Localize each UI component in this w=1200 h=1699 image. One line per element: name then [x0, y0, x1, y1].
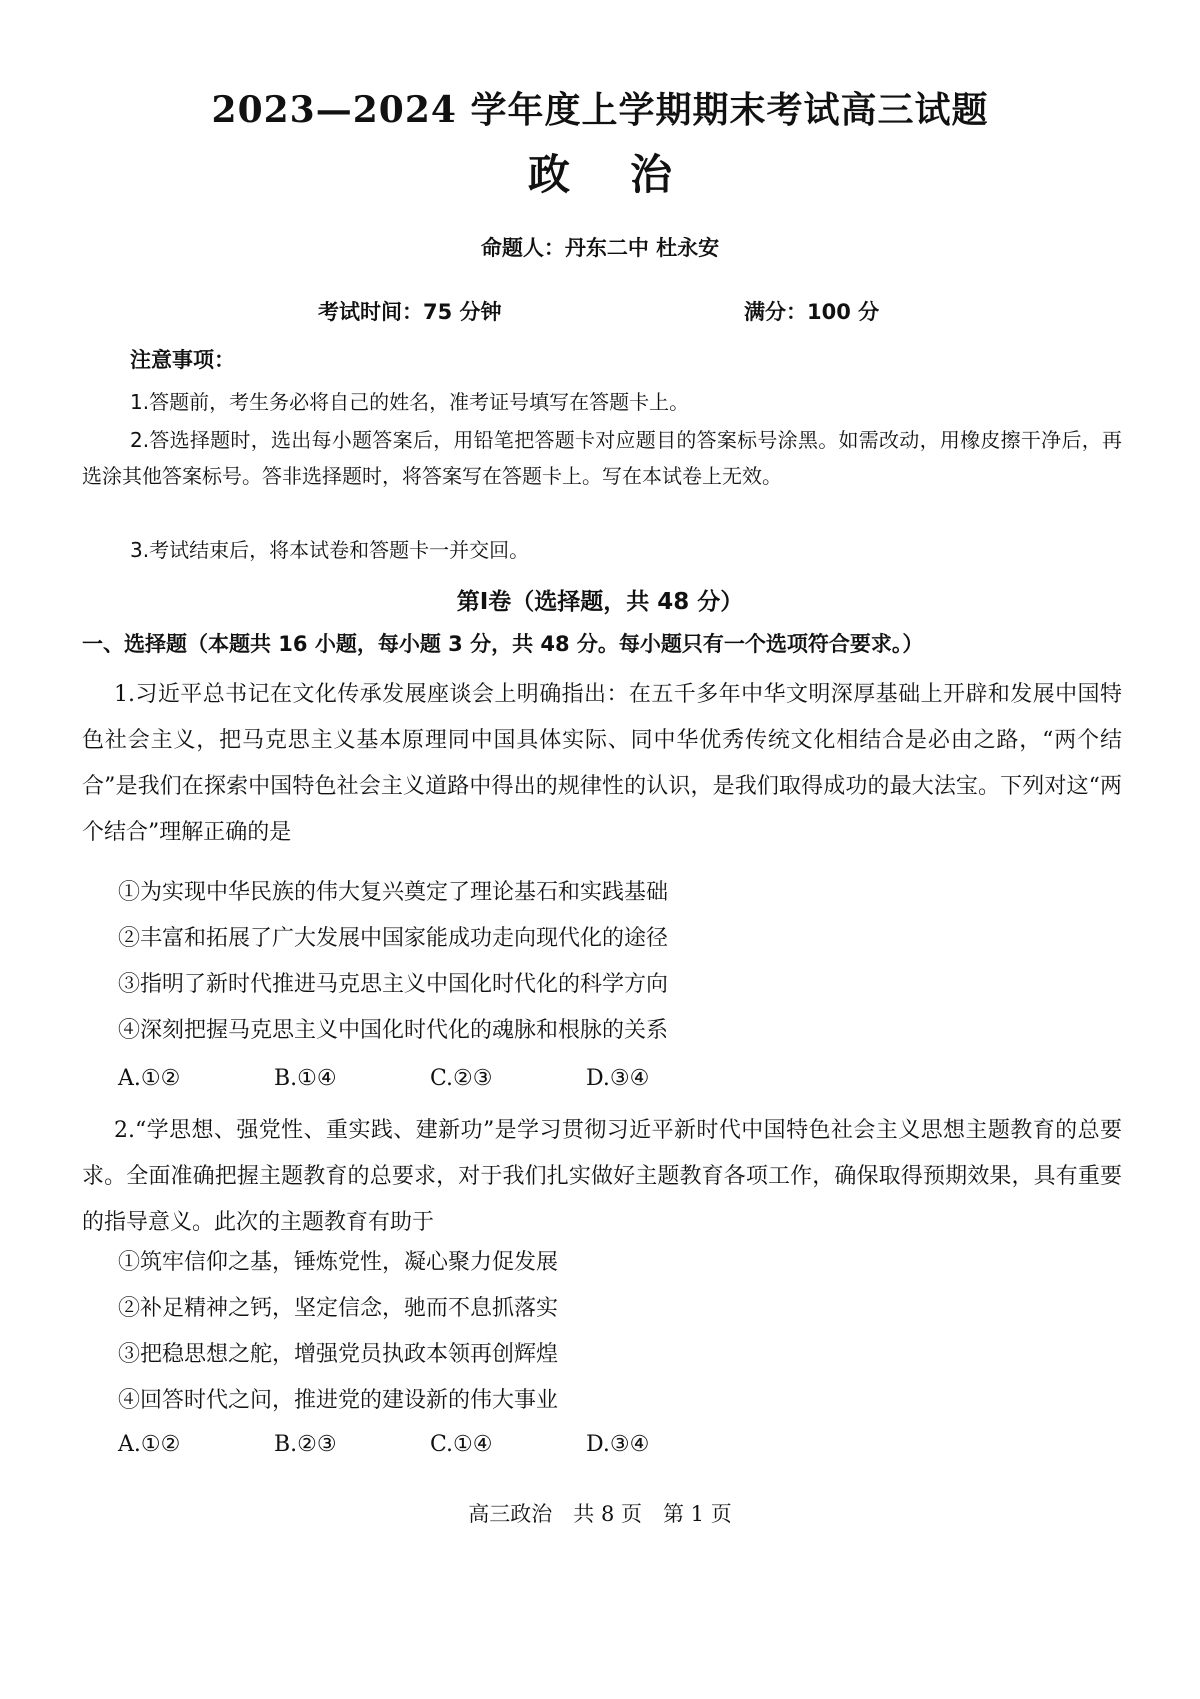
page-footer: 高三政治 共 8 页 第 1 页	[468, 1502, 732, 1526]
question-2-option: ④回答时代之问，推进党的建设新的伟大事业	[118, 1388, 559, 1413]
question-2-stem: 2.“学思想、强党性、重实践、建新功”是学习贯彻习近平新时代中国特色社会主义思想主题教育的总要求。全面准确把握主题教育的总要求，对于我们扎实做好主题教育各项工作，确保取得预期效果，具有重要的指导意义。此次的主题教育有助于	[82, 1118, 1122, 1235]
section-heading: 一、选择题（本题共 16 小题，每小题 3 分，共 48 分。每小题只有一个选项符合要求。）	[82, 632, 924, 656]
subject-title: 政治	[527, 150, 732, 199]
question-1-option: ①为实现中华民族的伟大复兴奠定了理论基石和实践基础	[118, 880, 669, 905]
question-1-option: ④深刻把握马克思主义中国化时代化的魂脉和根脉的关系	[118, 1018, 669, 1043]
question-2-choices	[118, 1432, 742, 1457]
choice-b: B.②③	[274, 1432, 337, 1457]
choice-d: D.③④	[586, 1066, 650, 1091]
note-item: 2.答选择题时，选出每小题答案后，用铅笔把答题卡对应题目的答案标号涂黑。如需改动，用橡皮擦干净后，再选涂其他答案标号。答非选择题时，将答案写在答题卡上。写在本试卷上无效。	[82, 428, 1122, 488]
choice-c: C.②③	[430, 1066, 493, 1091]
question-2-option: ①筑牢信仰之基，锤炼党性，凝心聚力促发展	[118, 1250, 559, 1275]
note-item: 3.考试结束后，将本试卷和答题卡一并交回。	[130, 538, 530, 562]
choice-c: C.①④	[430, 1432, 493, 1457]
exam-title: 2023—2024 学年度上学期期末考试高三试题	[211, 89, 989, 131]
notes-heading: 注意事项：	[130, 348, 235, 372]
choice-b: B.①④	[274, 1066, 337, 1091]
question-1-stem: 1.习近平总书记在文化传承发展座谈会上明确指出：在五千多年中华文明深厚基础上开辟和发展中国特色社会主义，把马克思主义基本原理同中国具体实际、同中华优秀传统文化相结合是必由之路，“两个结合”是我们在探索中国特色社会主义道路中得出的规律性的认识，是我们取得成功的最大法宝。下列对这“两个结合”理解正确的是	[82, 682, 1122, 845]
exam-time: 考试时间：75 分钟	[318, 300, 502, 324]
author-line: 命题人：丹东二中 杜永安	[480, 236, 720, 260]
note-item: 1.答题前，考生务必将自己的姓名，准考证号填写在答题卡上。	[130, 390, 690, 414]
part-heading: 第Ⅰ卷（选择题，共 48 分）	[456, 589, 744, 615]
question-1-choices	[118, 1066, 742, 1091]
question-1-option: ②丰富和拓展了广大发展中国家能成功走向现代化的途径	[118, 926, 669, 951]
question-2-option: ②补足精神之钙，坚定信念，驰而不息抓落实	[118, 1296, 559, 1321]
question-2-option: ③把稳思想之舵，增强党员执政本领再创辉煌	[118, 1342, 559, 1367]
question-1-option: ③指明了新时代推进马克思主义中国化时代化的科学方向	[118, 972, 669, 997]
choice-a: A.①②	[118, 1066, 181, 1091]
choice-d: D.③④	[586, 1432, 650, 1457]
choice-a: A.①②	[118, 1432, 181, 1457]
full-score: 满分：100 分	[744, 300, 880, 324]
